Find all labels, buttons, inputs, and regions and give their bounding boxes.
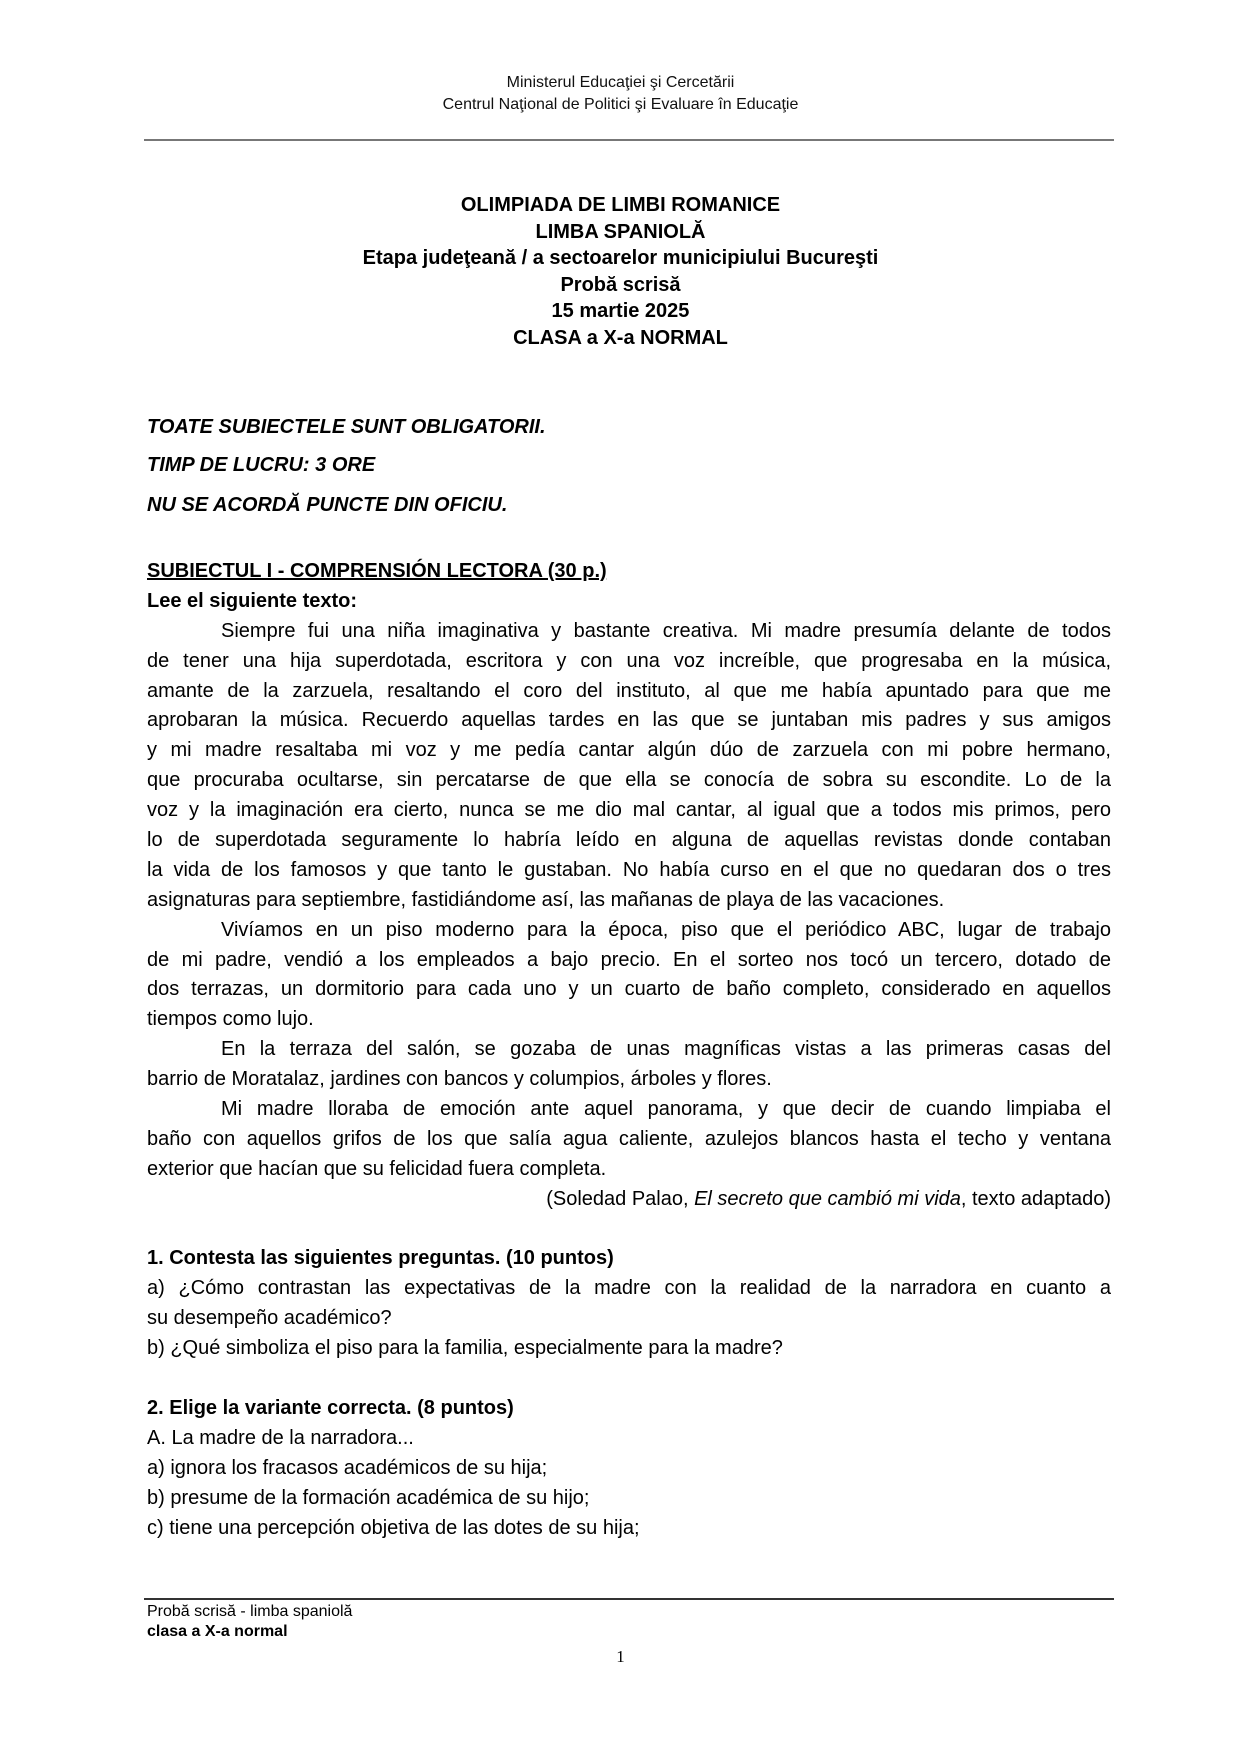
question-1-line: su desempeño académico? — [147, 1307, 392, 1330]
reading-text — [147, 617, 1111, 1185]
text-line: Siempre fui una niña imaginativa y bastante creativa. Mi madre presumía delante de todos — [221, 619, 1111, 642]
header-ministry: Ministerul Educaţiei şi Cercetării — [506, 74, 735, 91]
footer-subject: Probă scrisă - limba spaniolă — [147, 1603, 353, 1620]
text-line: exterior que hacían que su felicidad fuera completa. — [147, 1157, 607, 1180]
instruction-time: TIMP DE LUCRU: 3 ORE — [147, 454, 376, 476]
text-line: que procuraba ocultarse, sin percatarse de que ella se conocía de sobra su escondite. Lo de la — [147, 769, 1111, 792]
text-line: asignaturas para septiembre, fastidiándome así, las mañanas de playa de las vacaciones. — [147, 888, 945, 911]
question-2-heading: 2. Elige la variante correcta. (8 puntos) — [147, 1396, 514, 1419]
text-line: barrio de Moratalaz, jardines con bancos y columpios, árboles y flores. — [147, 1068, 772, 1091]
text-line: lo de superdotada seguramente lo habría leído en alguna de aquellas revistas donde contaban — [147, 829, 1111, 852]
text-line: tiempos como lujo. — [147, 1008, 314, 1031]
title-line: OLIMPIADA DE LIMBI ROMANICE — [460, 194, 781, 216]
question-2-option: c) tiene una percepción objetiva de las dotes de su hija; — [147, 1516, 640, 1539]
question-1-line: b) ¿Qué simboliza el piso para la familia, especialmente para la madre? — [147, 1337, 783, 1360]
instruction-no-points: NU SE ACORDĂ PUNCTE DIN OFICIU. — [147, 494, 508, 516]
text-line: Mi madre lloraba de emoción ante aquel panorama, y que decir de cuando limpiaba el — [221, 1098, 1111, 1121]
title-line: CLASA a X-a NORMAL — [513, 326, 728, 349]
text-line: de tener una hija superdotada, escritora y con una voz increíble, que progresaba en la música, — [147, 649, 1111, 672]
text-line: dos terrazas, un dormitorio para cada uno y un cuarto de baño completo, considerado en aquellos — [147, 978, 1111, 1001]
citation-prefix: (Soledad Palao, — [546, 1187, 695, 1210]
citation-suffix: , texto adaptado) — [960, 1187, 1111, 1210]
question-2-option: b) presume de la formación académica de su hijo; — [147, 1486, 590, 1509]
header-divider — [144, 139, 1114, 141]
title-line: Probă scrisă — [560, 273, 681, 296]
header-center: Centrul Naţional de Politici şi Evaluare în Educaţie — [442, 96, 799, 113]
text-line: la vida de los famosos y que tanto le gustaban. No había curso en el que no quedaran dos o tres — [147, 858, 1111, 881]
title-line: Etapa judeţeană / a sectoarelor municipiului Bucureşti — [362, 247, 879, 269]
section-heading-text: SUBIECTUL I - COMPRENSIÓN LECTORA (30 p.) — [147, 560, 607, 582]
question-2-line: A. La madre de la narradora... — [147, 1426, 414, 1449]
question-2-option: a) ignora los fracasos académicos de su hija; — [147, 1456, 548, 1479]
text-line: de mi padre, vendió a los empleados a bajo precio. En el sorteo nos tocó un tercero, dotado de — [147, 948, 1111, 971]
citation-work: El secreto que cambió mi vida — [694, 1187, 961, 1210]
question-1-heading: 1. Contesta las siguientes preguntas. (10 puntos) — [147, 1247, 614, 1270]
text-line: aprobaran la música. Recuerdo aquellas tardes en las que se juntaban mis padres y sus amigos — [147, 709, 1111, 732]
footer-divider — [144, 1598, 1114, 1600]
instruction-mandatory: TOATE SUBIECTELE SUNT OBLIGATORII. — [147, 416, 546, 438]
reading-instruction: Lee el siguiente texto: — [147, 589, 358, 612]
text-line: En la terraza del salón, se gozaba de unas magníficas vistas a las primeras casas del — [221, 1038, 1111, 1061]
text-line: voz y la imaginación era cierto, nunca se me dio mal cantar, al igual que a todos mis primos, pero — [147, 799, 1111, 822]
page-number: 1 — [616, 1647, 625, 1666]
title-line: 15 martie 2025 — [551, 300, 690, 322]
exam-body — [147, 557, 1111, 1543]
footer-class: clasa a X-a normal — [147, 1623, 288, 1640]
text-line: y mi madre resaltaba mi voz y me pedía cantar algún dúo de zarzuela con mi pobre hermano, — [147, 739, 1111, 762]
title-line: LIMBA SPANIOLĂ — [535, 220, 706, 243]
citation — [147, 1185, 1111, 1215]
text-line: Vivíamos en un piso moderno para la época, piso que el periódico ABC, lugar de trabajo — [221, 918, 1111, 941]
section-heading — [147, 557, 1111, 587]
text-line: baño con aquellos grifos de los que salía agua caliente, azulejos blancos hasta el techo y ventana — [147, 1127, 1111, 1150]
document-title — [0, 192, 1241, 351]
question-1-line: a) ¿Cómo contrastan las expectativas de la madre con la realidad de la narradora en cuanto a — [147, 1277, 1111, 1300]
text-line: amante de la zarzuela, resaltando el coro del instituto, al que me había apuntado para que me — [147, 679, 1111, 702]
